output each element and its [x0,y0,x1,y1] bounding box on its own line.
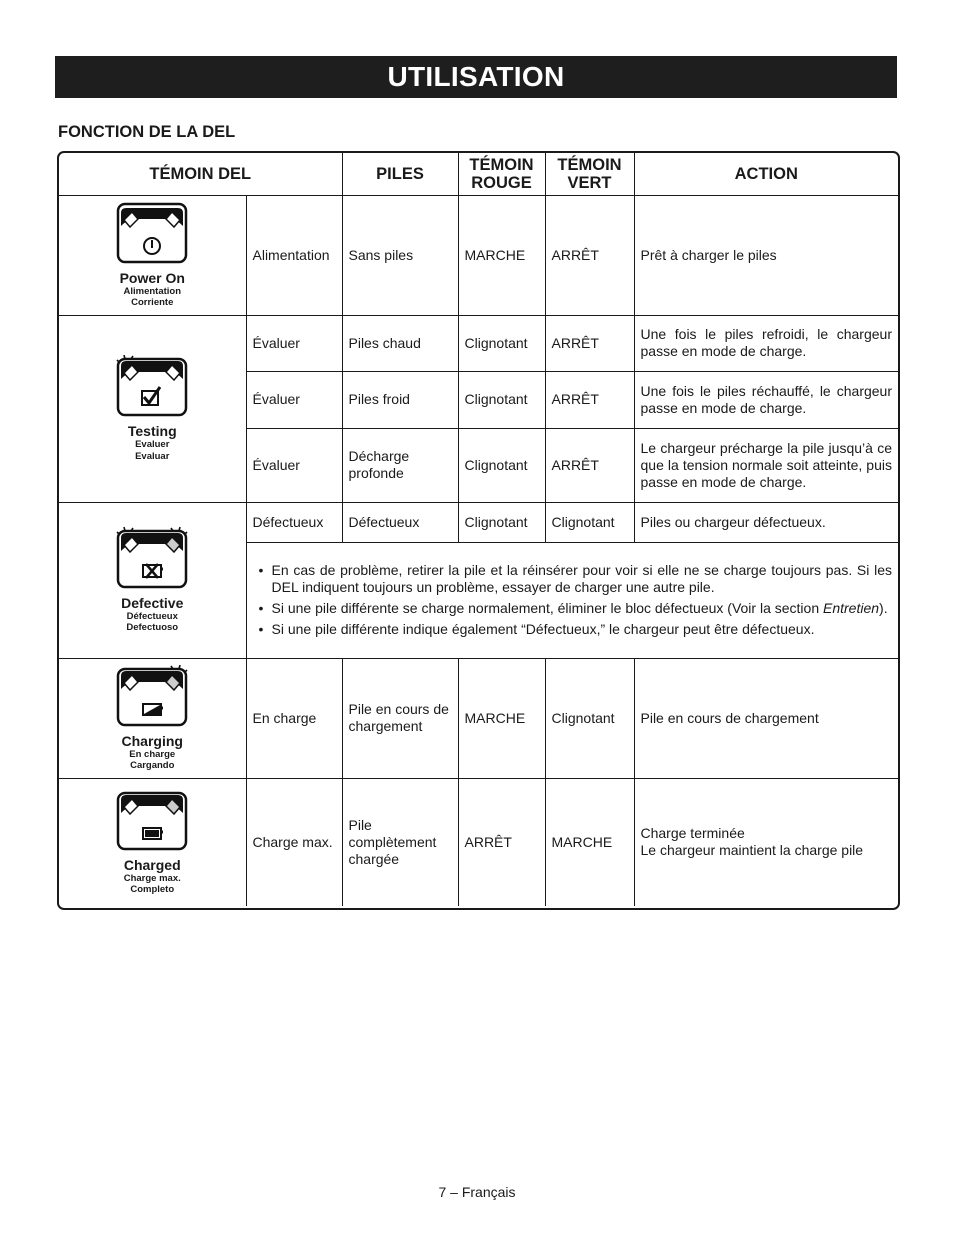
red-led-cell: ARRÊT [458,778,545,906]
note-text-before: Si une pile différente se charge normalement, éliminer le bloc défectueux (Voir la section [271,600,823,616]
note-item [259,600,893,617]
piles-cell: Sans piles [342,195,458,315]
table-row [59,778,898,906]
state-cell: Charge max. [246,778,342,906]
action-cell: Piles ou chargeur défectueux. [634,502,898,542]
green-led-cell: ARRÊT [545,315,634,371]
green-led-cell: ARRÊT [545,428,634,502]
led-indicator-cell [59,778,246,906]
defective-icon [116,527,188,589]
note-text-after: ). [879,600,888,616]
action-cell: Le chargeur précharge la pile jusqu’à ce que la tension normale soit atteinte, puis passe en mode de charge. [634,428,898,502]
green-led-cell: ARRÊT [545,371,634,428]
action-cell: Prêt à charger le piles [634,195,898,315]
table-row [59,658,898,778]
state-cell: Alimentation [246,195,342,315]
note-text [272,600,888,617]
red-led-cell: Clignotant [458,371,545,428]
piles-cell: Décharge profonde [342,428,458,502]
action-cell: Une fois le piles réchauffé, le chargeur passe en mode de charge. [634,371,898,428]
led-indicator-cell [59,315,246,502]
led-label-es: Cargando [130,760,175,771]
state-cell: Évaluer [246,315,342,371]
green-led-cell: ARRÊT [545,195,634,315]
note-item [259,621,893,638]
red-led-cell: MARCHE [458,658,545,778]
entretien-reference: Entretien [823,600,880,616]
led-label: Charging [121,732,183,749]
action-cell: Une fois le piles refroidi, le chargeur passe en mode de charge. [634,315,898,371]
power-on-icon [116,202,188,264]
piles-cell: Piles chaud [342,315,458,371]
led-label-es: Corriente [131,297,174,308]
piles-cell: Pile complètement chargée [342,778,458,906]
led-label-fr: Défectueux [126,610,178,622]
note-text: En cas de problème, retirer la pile et la réinsérer pour voir si elle ne se charge toujours pas. Si les DEL indiquent toujours un problème, essayer de charger une autre pile. [271,562,892,595]
led-label: Power On [119,269,185,286]
note-text: Si une pile différente indique également “Défectueux,” le chargeur peut être défectueux. [271,621,815,637]
led-indicator-cell [59,658,246,778]
troubleshooting-notes [246,542,898,658]
page-banner [55,56,897,98]
table-row [59,315,898,371]
state-cell: Évaluer [246,371,342,428]
piles-cell: Pile en cours de chargement [342,658,458,778]
led-label-es: Evaluar [135,450,170,462]
charging-icon [116,665,188,727]
table-row [59,195,898,315]
red-led-cell: Clignotant [458,502,545,542]
led-label: Charged [123,856,181,873]
bullet: • [258,621,264,637]
green-led-cell: MARCHE [545,778,634,906]
red-led-cell: Clignotant [458,315,545,371]
action-cell [634,778,898,906]
action-cell: Pile en cours de chargement [634,658,898,778]
state-cell: Évaluer [246,428,342,502]
piles-cell: Défectueux [342,502,458,542]
led-label-es: Defectuoso [126,622,179,633]
note-item [259,562,893,596]
red-led-cell: Clignotant [458,428,545,502]
header-temoin-vert: TÉMOIN VERT [545,153,634,195]
green-led-cell: Clignotant [545,502,634,542]
led-label: Defective [121,594,184,611]
header-temoin-rouge: TÉMOIN ROUGE [458,153,545,195]
led-label-fr: En charge [129,748,176,760]
led-label-es: Completo [130,884,175,896]
green-led-cell: Clignotant [545,658,634,778]
bullet: • [258,600,264,616]
state-cell: Défectueux [246,502,342,542]
page-footer: 7 – Français [438,1184,516,1200]
action-line: Le chargeur maintient la charge pile [640,842,864,859]
bullet: • [258,562,264,578]
state-cell: En charge [246,658,342,778]
red-led-cell: MARCHE [458,195,545,315]
action-line: Charge terminée [640,825,745,842]
led-label-fr: Charge max. [123,872,181,884]
led-label-fr: Alimentation [123,285,182,297]
led-indicator-cell [59,195,246,315]
led-label: Testing [127,423,177,439]
table-row [59,502,898,542]
header-piles: PILES [342,153,458,195]
led-indicator-cell [59,502,246,658]
led-function-table [57,151,900,910]
charged-icon [116,789,188,851]
header-temoin-del: TÉMOIN DEL [59,153,342,195]
table-header-row [59,153,898,195]
header-action: ACTION [634,153,898,195]
led-label-fr: Evaluer [135,439,170,450]
page-title: UTILISATION [387,61,565,92]
section-title: FONCTION DE LA DEL [58,123,236,141]
testing-icon [116,355,188,417]
piles-cell: Piles froid [342,371,458,428]
